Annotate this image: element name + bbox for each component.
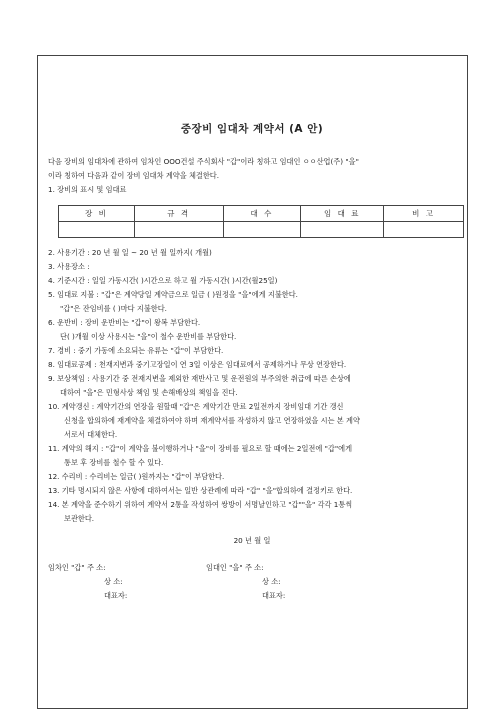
table-cell [59, 222, 135, 238]
header-quantity: 대 수 [223, 206, 301, 222]
table-cell [223, 222, 301, 238]
clause-7: 7. 경비 : 중기 가동에 소요되는 유류는 "갑"이 부담한다. [48, 346, 224, 355]
clause-12: 12. 수리비 : 수리비는 일금( )원까지는 "갑"이 부담한다. [48, 472, 225, 481]
clause-6: 6. 운반비 : 장비 운반비는 "갑"이 왕복 부담한다. [48, 318, 201, 327]
lessee-representative: 대표자: [104, 591, 128, 600]
clause-9: 9. 보상책임 : 사용기간 중 전재지변을 제외한 재반사고 및 운전원의 부주의한 취급에 따른 손상에 [48, 374, 351, 383]
table-cell [384, 222, 464, 238]
clause-1: 1. 장비의 표시 및 임대료 [48, 185, 127, 194]
clause-14-cont: 보관한다. [64, 514, 95, 523]
clause-11-cont: 통보 후 장비를 철수 할 수 있다. [64, 458, 164, 467]
lessor-company: 상 소: [262, 577, 281, 586]
intro-line-1: 다음 장비의 임대차에 관하여 임차인 OOO건설 주식회사 "갑"이라 칭하고 임대인 ㅇㅇ산업(주) "을" [48, 157, 359, 166]
clause-13: 13. 기타 명시되지 않은 사항에 대하여서는 일반 상관례에 따라 "갑" "을"합의하에 결정키로 한다. [48, 486, 353, 495]
clause-5: 5. 임대료 지불 : "갑"은 계약당일 계약금으로 일금 ( )원정을 "을"에게 지불한다. [48, 290, 298, 299]
clause-5-cont: "갑"은 잔임비를 ( )마다 지불한다. [60, 304, 167, 313]
lessor-address: 임대인 "을" 주 소: [206, 563, 264, 572]
lessor-representative: 대표자: [262, 591, 286, 600]
contract-date: 20 년 월 일 [233, 536, 271, 545]
document-title: 중장비 임대차 계약서 (A 안) [180, 123, 324, 135]
table-cell [301, 222, 384, 238]
clause-10-cont1: 신청을 합의하에 재계약을 체결하여야 하며 재계약서를 작성하지 않고 연장하였을 시는 본 계약 [64, 416, 360, 425]
clause-14: 14. 본 계약을 준수하기 위하여 계약서 2통을 작성하여 쌍방이 서명날인하고 "갑""을" 각각 1통씩 [48, 500, 353, 509]
clause-9-cont: 대하여 "을"은 민형사상 책임 및 손해배상의 책임을 진다. [60, 388, 238, 397]
header-remarks: 비 고 [384, 206, 464, 222]
table-header-row [59, 206, 464, 222]
header-spec: 규 격 [134, 206, 223, 222]
lessee-company: 상 소: [104, 577, 123, 586]
clause-4: 4. 기준시간 : 일일 가동시간( )시간으로 하고 월 가동시간( )시간(월25일) [48, 276, 278, 285]
clause-8: 8. 임대료공제 : 천재지변과 중기고장일이 연 3일 이상은 임대료에서 공제하거나 무상 연장한다. [48, 360, 347, 369]
clause-11: 11. 계약의 해지 : "갑"이 계약을 불이행하거나 "을"이 장비를 필요로 할 때에는 2일전에 "갑"에게 [48, 444, 353, 453]
clause-10: 10. 계약갱신 : 계약기간의 연장을 원할때 "갑"은 계약기간 만료 2일전까지 장비임대 기간 갱신 [48, 402, 344, 411]
table-row [59, 222, 464, 238]
header-rent: 임 대 료 [301, 206, 384, 222]
clause-3: 3. 사용장소 : [48, 262, 90, 271]
equipment-table [58, 205, 464, 238]
clause-6-cont: 단( )개월 이상 사용시는 "을"이 철수 운반비를 부담한다. [60, 332, 237, 341]
intro-line-2: 이라 칭하여 다음과 같이 장비 임대차 계약을 체결한다. [48, 171, 220, 180]
clause-10-cont2: 서로서 대체한다. [64, 430, 118, 439]
clause-2: 2. 사용기간 : 20 년 월 일 ~ 20 년 월 일까지( 개월) [48, 248, 212, 257]
table-cell [134, 222, 223, 238]
lessee-address: 임차인 "갑" 주 소: [48, 563, 106, 572]
header-equipment: 장 비 [59, 206, 135, 222]
